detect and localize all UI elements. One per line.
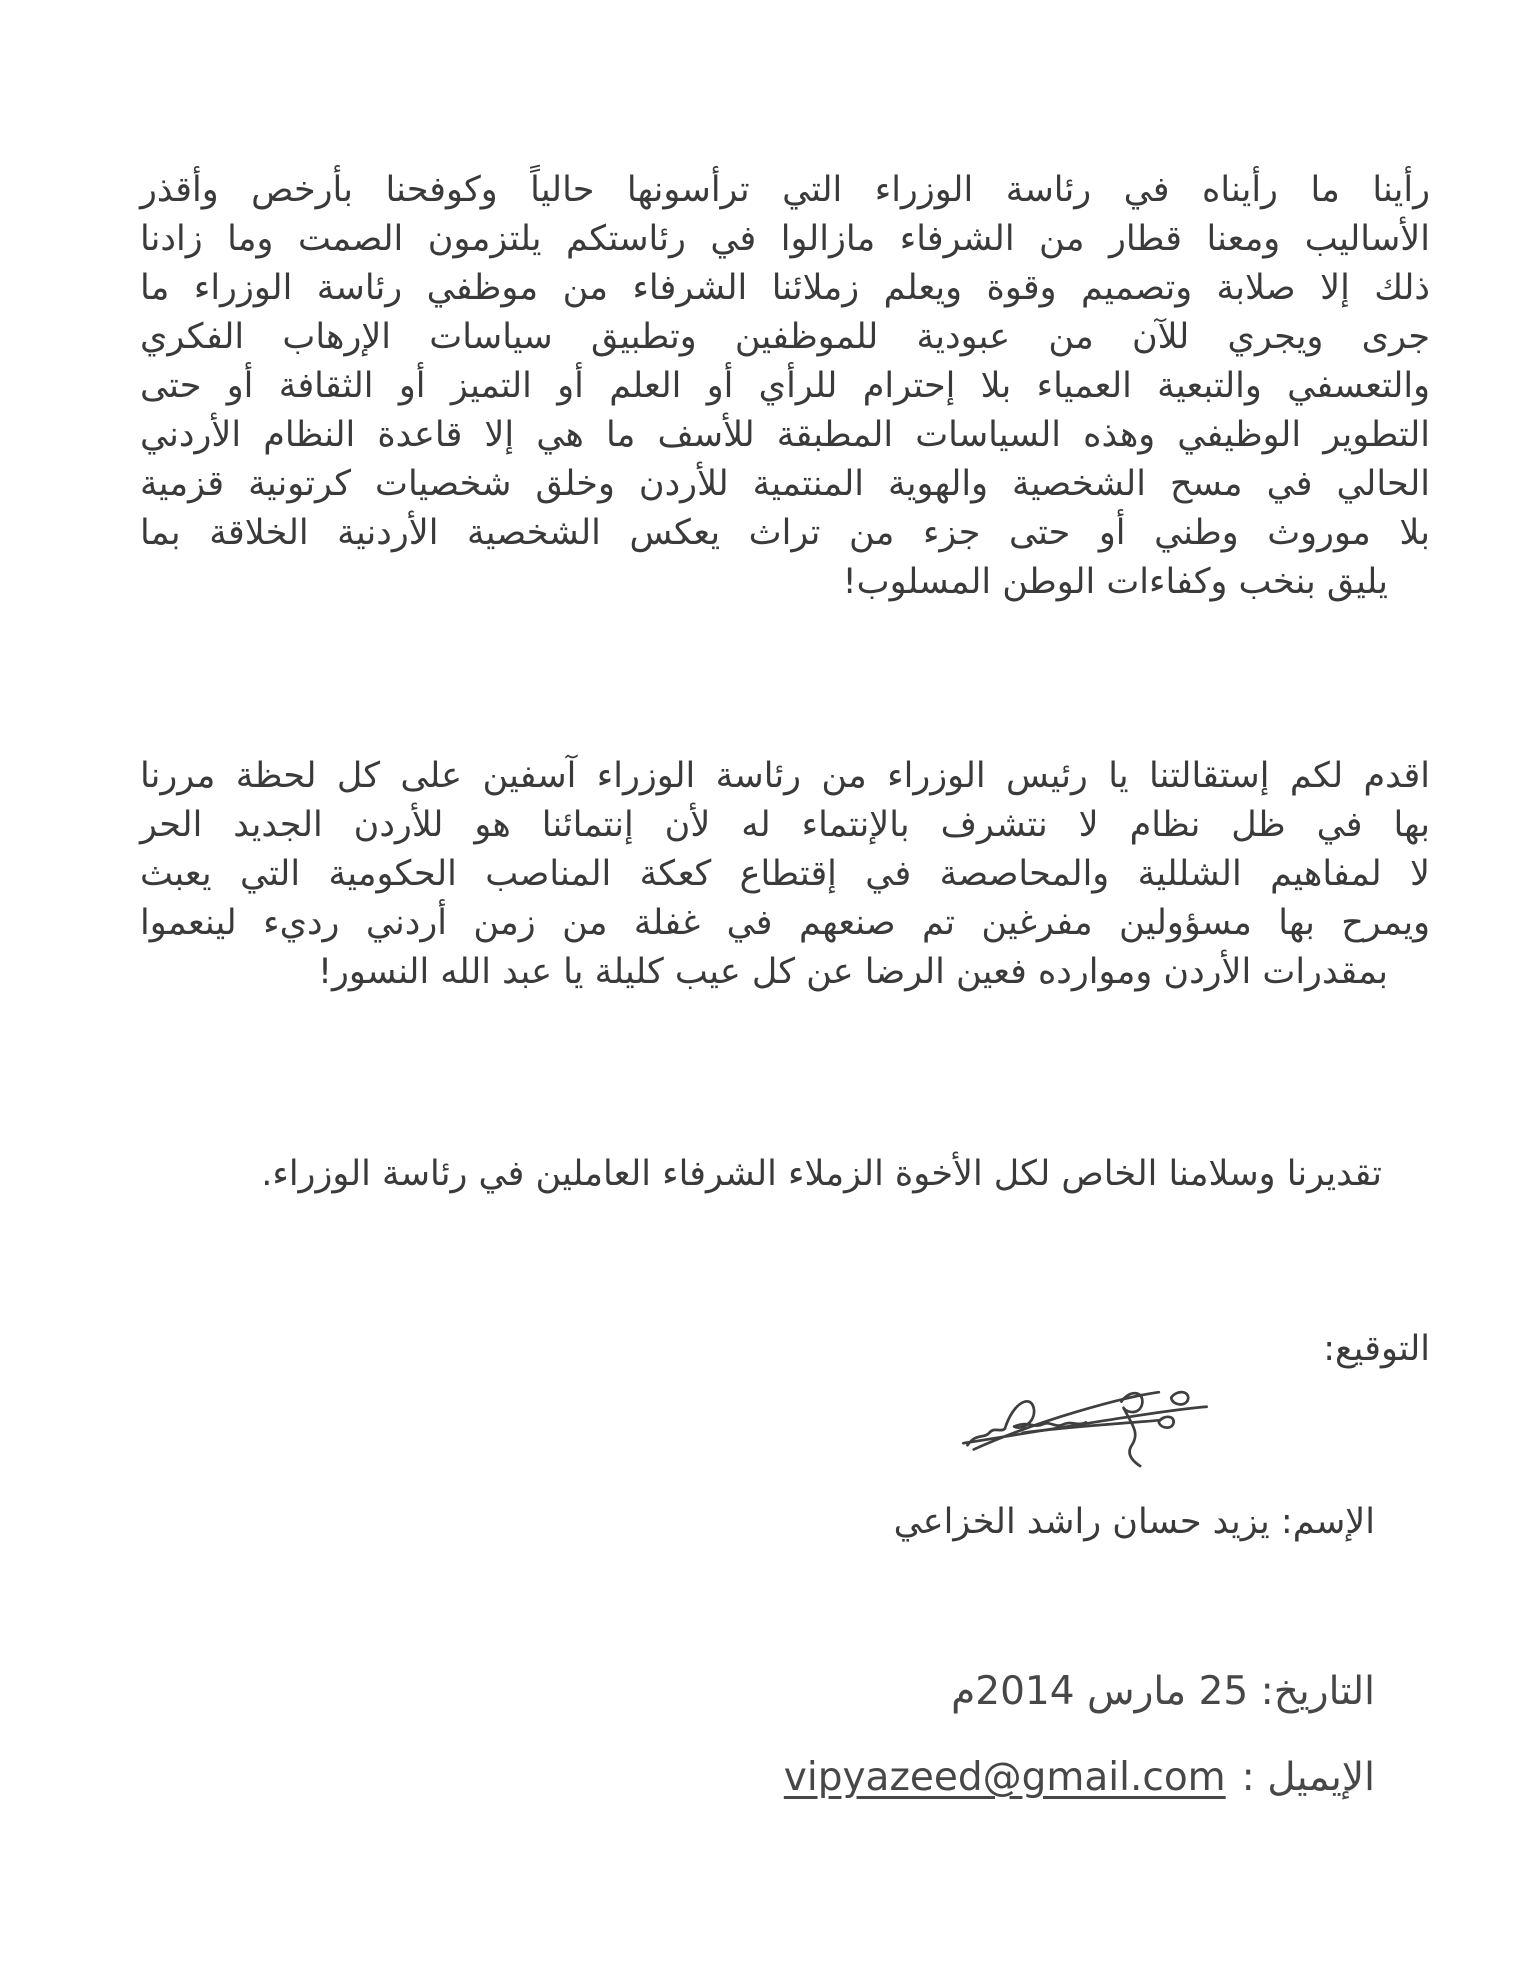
text-line: ذلك إلا صلابة وتصميم وقوة ويعلم زملائنا الشرفاء من موظفي رئاسة الوزراء ما	[140, 268, 1430, 308]
text-line: التطوير الوظيفي وهذه السياسات المطبقة للأسف ما هي إلا قاعدة النظام الأردني	[140, 415, 1430, 455]
paragraph-3	[140, 1150, 1430, 1199]
text-line: جرى ويجري للآن من عبودية للموظفين وتطبيق سياسات الإرهاب الفكري	[140, 317, 1430, 357]
text-line: الأساليب ومعنا قطار من الشرفاء مازالوا في رئاستكم يلتزمون الصمت وما زادنا	[140, 219, 1430, 259]
text-line: اقدم لكم إستقالتنا يا رئيس الوزراء من رئاسة الوزراء آسفين على كل لحظة مررنا	[140, 756, 1430, 796]
text-line: رأينا ما رأيناه في رئاسة الوزراء التي ترأسونها حالياً وكوفحنا بأرخص وأقذر	[140, 170, 1430, 210]
signature-label: التوقيع:	[1323, 1329, 1430, 1369]
text-line: والتعسفي والتبعية العمياء بلا إحترام للرأي أو العلم أو التميز أو الثقافة أو حتى	[140, 366, 1430, 406]
text-line: بلا موروث وطني أو حتى جزء من تراث يعكس الشخصية الأردنية الخلاقة بما	[140, 513, 1430, 553]
signatory-name-line: الإسم: يزيد حسان راشد الخزاعي	[893, 1502, 1375, 1542]
signature-scribble	[955, 1378, 1215, 1473]
paragraph-2	[140, 752, 1430, 997]
text-line: ويمرح بها مسؤولين مفرغين تم صنعهم في غفلة من زمن أردني رديء لينعموا	[140, 903, 1430, 943]
text-line: بها في ظل نظام لا نتشرف بالإنتماء له لأن إنتمائنا هو للأردن الجديد الحر	[140, 805, 1430, 845]
text-line: لا لمفاهيم الشللية والمحاصصة في إقتطاع كعكة المناصب الحكومية التي يعبث	[140, 854, 1430, 894]
email-line	[140, 1752, 1375, 1804]
text-line: تقديرنا وسلامنا الخاص لكل الأخوة الزملاء الشرفاء العاملين في رئاسة الوزراء.	[261, 1154, 1382, 1194]
text-line: يليق بنخب وكفاءات الوطن المسلوب!	[842, 562, 1388, 602]
email-link[interactable]: vipyazeed@gmail.com	[783, 1755, 1226, 1800]
email-label: الإيميل :	[1241, 1755, 1375, 1800]
paragraph-1	[140, 166, 1430, 607]
date-line: التاريخ: 25 مارس 2014م	[951, 1669, 1375, 1714]
text-line: بمقدرات الأردن وموارده فعين الرضا عن كل عيب كليلة يا عبد الله النسور!	[317, 952, 1388, 992]
text-line: الحالي في مسح الشخصية والهوية المنتمية للأردن وخلق شخصيات كرتونية قزمية	[140, 464, 1430, 504]
